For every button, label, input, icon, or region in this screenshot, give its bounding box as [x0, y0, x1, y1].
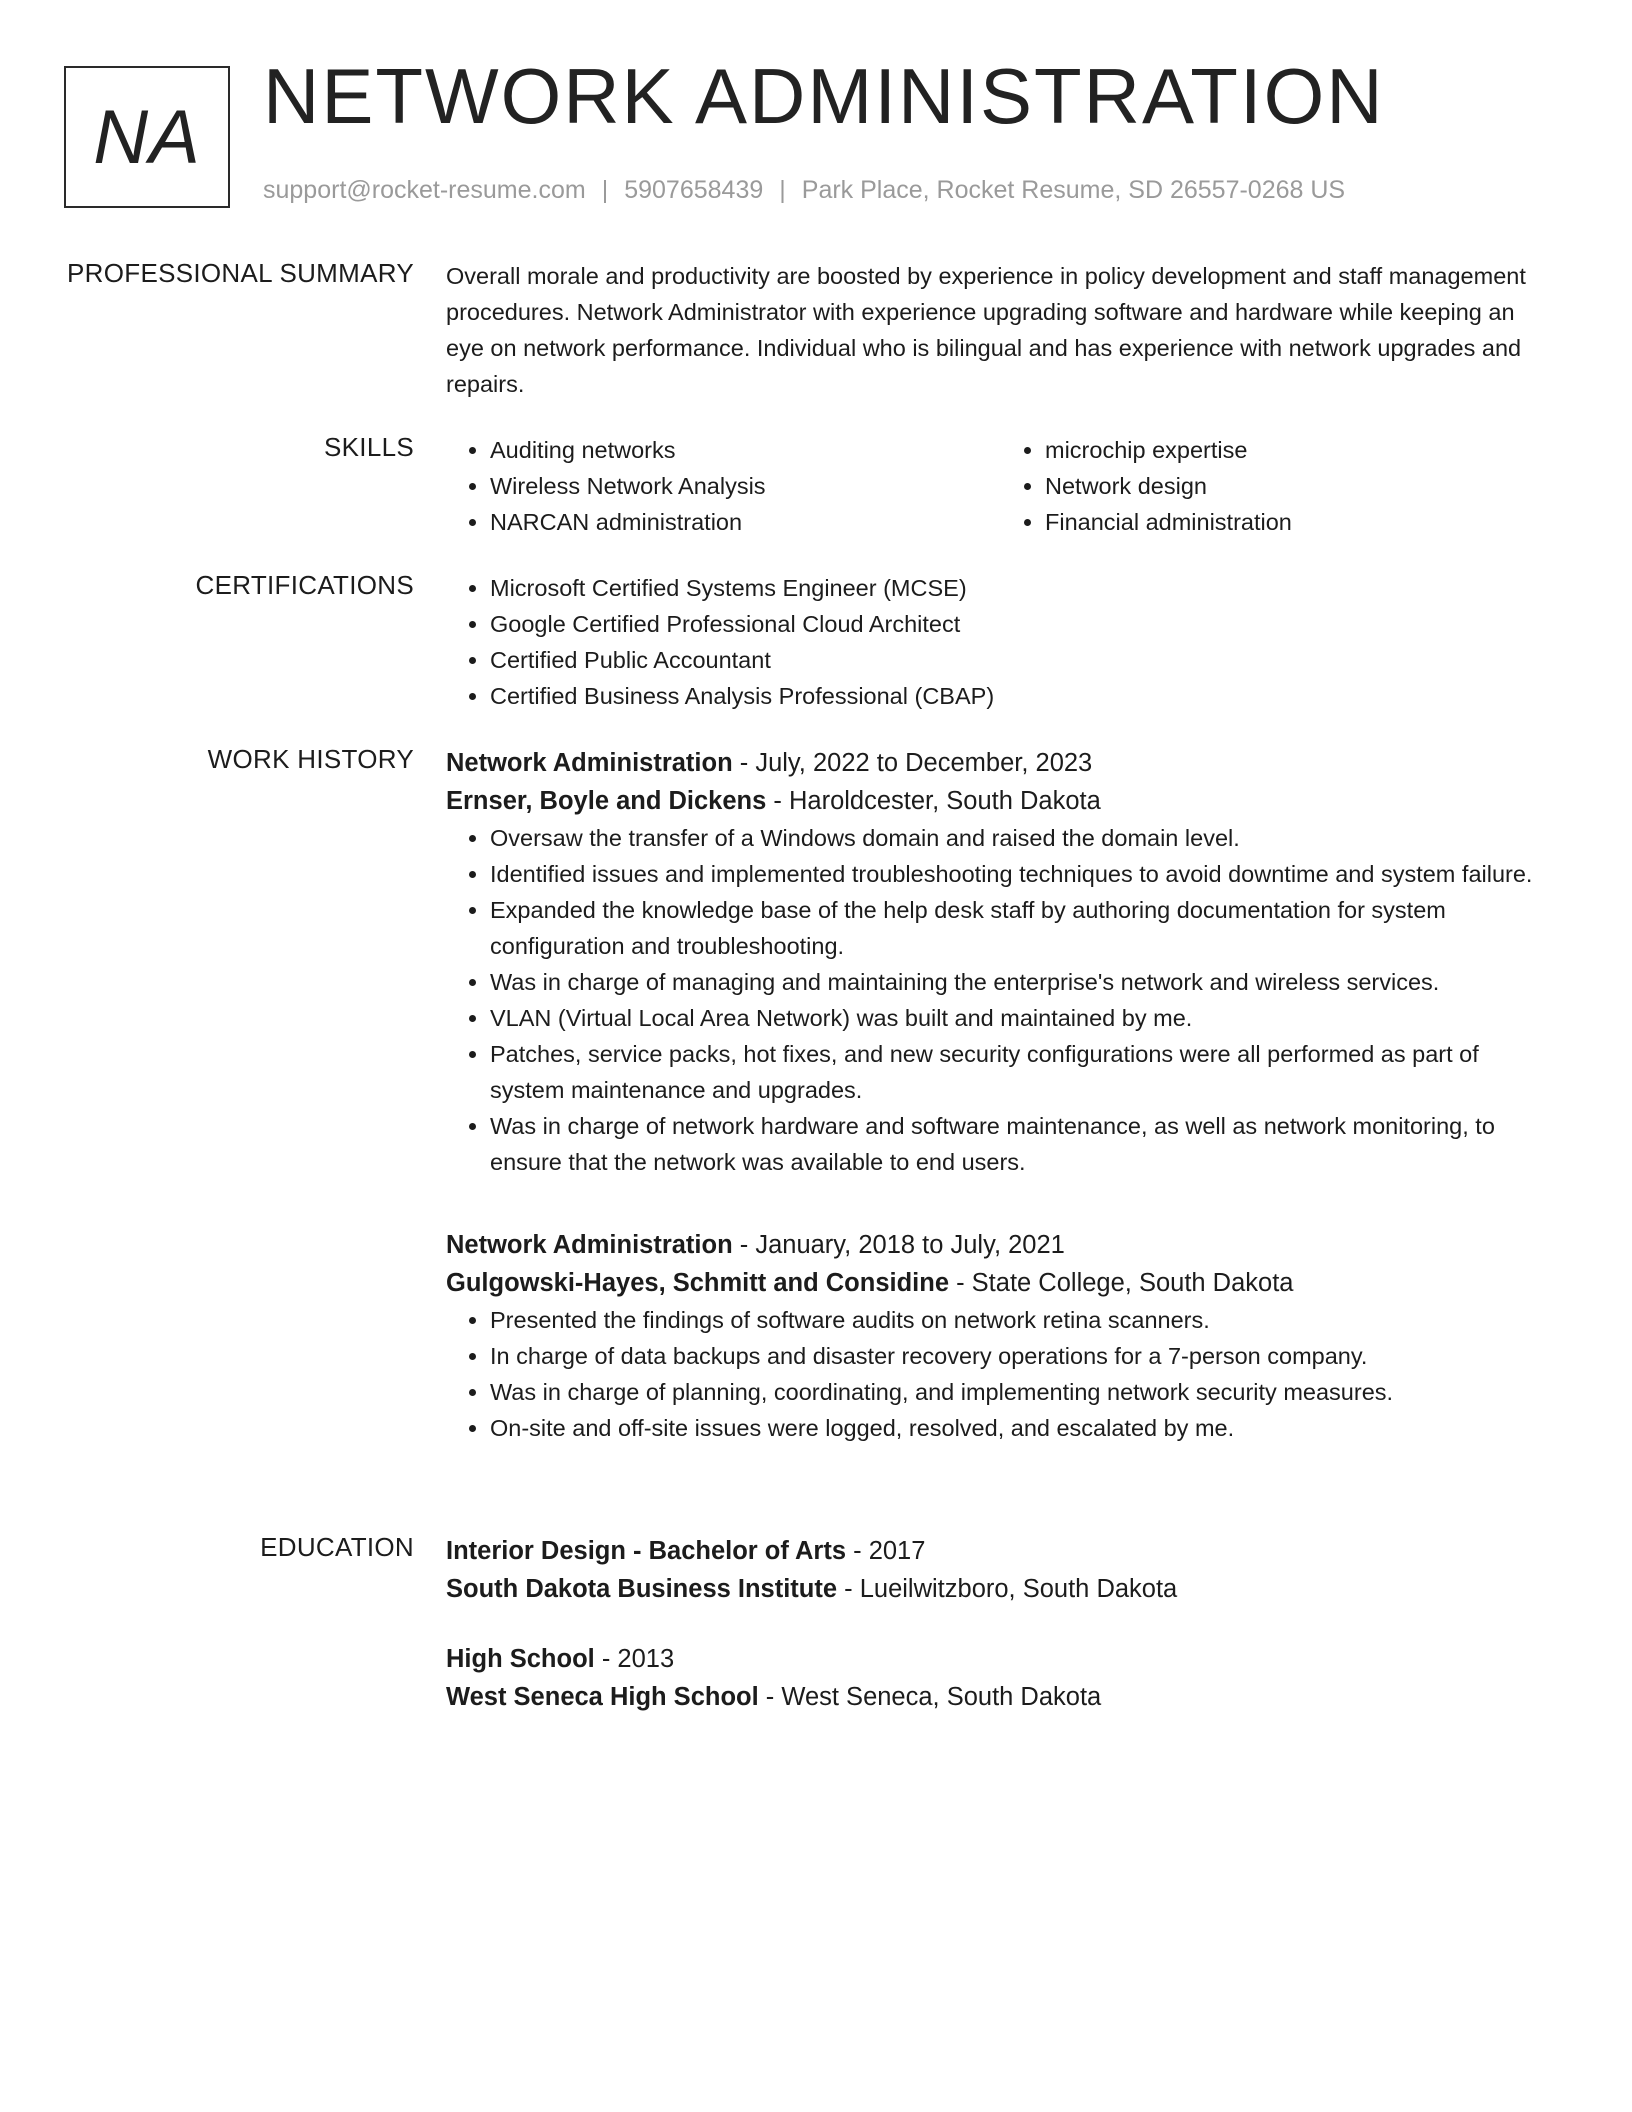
- contact-email: support@rocket-resume.com: [263, 176, 586, 204]
- education-entry: [446, 1640, 1556, 1716]
- education-school-line: [446, 1570, 1556, 1608]
- education-degree-line: [446, 1640, 1556, 1678]
- certifications-body: [446, 570, 1556, 714]
- work-history-body: [446, 744, 1556, 1446]
- certification-item: • Google Certified Professional Cloud Architect: [490, 606, 1556, 642]
- education-degree-line: [446, 1532, 1556, 1570]
- section-label-work-history: WORK HISTORY: [207, 744, 414, 774]
- education-location: - West Seneca, South Dakota: [758, 1683, 1102, 1711]
- education-degree: High School: [446, 1645, 595, 1673]
- job-dates: - July, 2022 to December, 2023: [732, 749, 1093, 777]
- certifications-list: [446, 570, 1556, 714]
- skill-item: • Network design: [1045, 468, 1556, 504]
- job-bullet: • In charge of data backups and disaster recovery operations for a 7-person company.: [490, 1338, 1556, 1374]
- contact-address: Park Place, Rocket Resume, SD 26557-0268 US: [801, 176, 1346, 204]
- education-school-line: [446, 1678, 1556, 1716]
- skill-item: • microchip expertise: [1045, 432, 1556, 468]
- job-company: Gulgowski-Hayes, Schmitt and Considine: [446, 1269, 950, 1297]
- section-label-skills: SKILLS: [324, 432, 414, 462]
- job-bullets: [446, 1302, 1556, 1446]
- monogram-box: NA: [64, 66, 230, 208]
- job-entry: [446, 744, 1556, 1180]
- job-title-line: [446, 744, 1556, 782]
- certification-item: • Certified Business Analysis Professional (CBAP): [490, 678, 1556, 714]
- skill-item: • Wireless Network Analysis: [490, 468, 1001, 504]
- contact-separator: |: [779, 176, 786, 204]
- education-body: [446, 1532, 1556, 1716]
- job-company: Ernser, Boyle and Dickens: [446, 787, 767, 815]
- job-bullets: [446, 820, 1556, 1180]
- job-bullet: • Expanded the knowledge base of the help desk staff by authoring documentation for system configuration and troubleshooting.: [490, 892, 1556, 964]
- education-year: - 2013: [594, 1645, 675, 1673]
- summary-text: Overall morale and productivity are boosted by experience in policy development and staff management procedures. Network Administrator with experience upgrading software and hardware while keeping an eye on network performance. Individual who is bilingual and has experience with network upgrades and repairs.: [446, 263, 1526, 397]
- education-entry: [446, 1532, 1556, 1608]
- section-label-summary: PROFESSIONAL SUMMARY: [67, 258, 414, 288]
- skills-list-col2: [1001, 432, 1556, 540]
- education-degree: Interior Design - Bachelor of Arts: [446, 1537, 847, 1565]
- job-title: Network Administration: [446, 1231, 733, 1259]
- contact-phone: 5907658439: [624, 176, 764, 204]
- skill-item: • NARCAN administration: [490, 504, 1001, 540]
- education-year: - 2017: [846, 1537, 926, 1565]
- skill-item: • Financial administration: [1045, 504, 1556, 540]
- job-bullet: • Patches, service packs, hot fixes, and new security configurations were all performed as part of system maintenance and upgrades.: [490, 1036, 1556, 1108]
- job-company-line: [446, 1264, 1556, 1302]
- job-company-line: [446, 782, 1556, 820]
- job-location: - State College, South Dakota: [949, 1269, 1294, 1297]
- education-school: South Dakota Business Institute: [446, 1575, 838, 1603]
- section-label-certifications: CERTIFICATIONS: [195, 570, 414, 600]
- skill-item: • Auditing networks: [490, 432, 1001, 468]
- job-bullet: • On-site and off-site issues were logged, resolved, and escalated by me.: [490, 1410, 1556, 1446]
- certification-item: • Certified Public Accountant: [490, 642, 1556, 678]
- job-title-line: [446, 1226, 1556, 1264]
- job-title: Network Administration: [446, 749, 733, 777]
- job-bullet: • VLAN (Virtual Local Area Network) was built and maintained by me.: [490, 1000, 1556, 1036]
- summary-body: [446, 258, 1556, 402]
- contact-line: [263, 176, 1345, 205]
- education-school: West Seneca High School: [446, 1683, 759, 1711]
- job-location: - Haroldcester, South Dakota: [766, 787, 1101, 815]
- job-bullet: • Oversaw the transfer of a Windows domain and raised the domain level.: [490, 820, 1556, 856]
- education-location: - Lueilwitzboro, South Dakota: [837, 1575, 1178, 1603]
- job-dates: - January, 2018 to July, 2021: [732, 1231, 1065, 1259]
- job-bullet: • Was in charge of planning, coordinating, and implementing network security measures.: [490, 1374, 1556, 1410]
- contact-separator: |: [601, 176, 609, 204]
- page-title: NETWORK ADMINISTRATION: [263, 52, 1385, 140]
- skills-list-col1: [446, 432, 1001, 540]
- job-bullet: • Was in charge of network hardware and software maintenance, as well as network monitoring, to ensure that the network was available to end users.: [490, 1108, 1556, 1180]
- section-label-education: EDUCATION: [260, 1532, 414, 1562]
- job-bullet: • Presented the findings of software audits on network retina scanners.: [490, 1302, 1556, 1338]
- skills-body: [446, 432, 1556, 540]
- job-entry: [446, 1226, 1556, 1446]
- job-bullet: • Was in charge of managing and maintaining the enterprise's network and wireless services.: [490, 964, 1556, 1000]
- certification-item: • Microsoft Certified Systems Engineer (MCSE): [490, 570, 1556, 606]
- job-bullet: • Identified issues and implemented troubleshooting techniques to avoid downtime and system failure.: [490, 856, 1556, 892]
